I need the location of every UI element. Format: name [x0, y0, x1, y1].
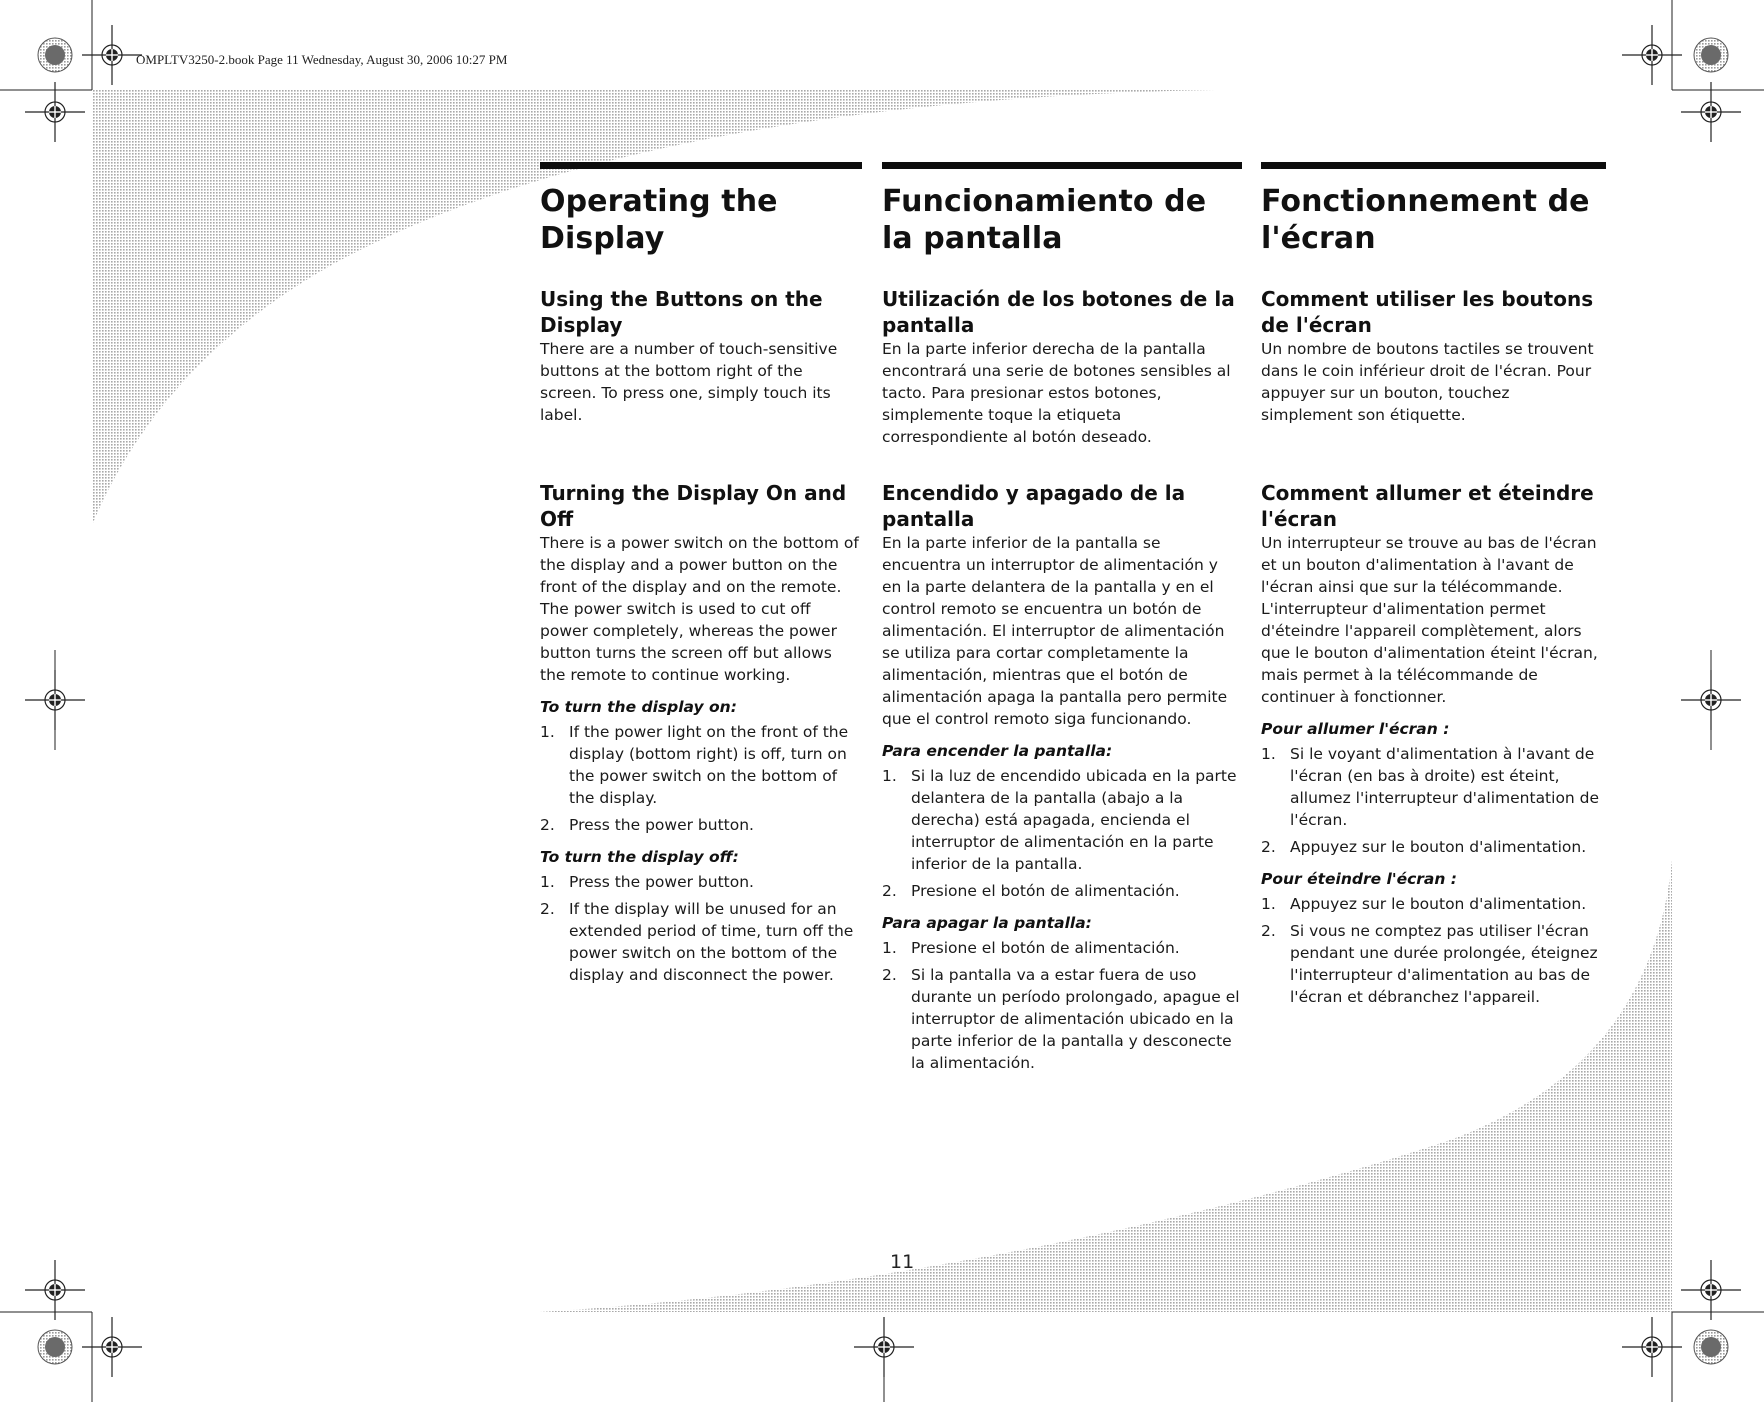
column-english: [540, 162, 862, 984]
section-buttons-en: [540, 286, 862, 426]
step-number: 1.: [1261, 745, 1276, 763]
page-title-en: Operating the Display: [540, 184, 778, 256]
page-title-es: Funcionamiento de la pantalla: [882, 184, 1207, 256]
section-heading: Using the Buttons on the Display: [540, 287, 823, 337]
step-number: 2.: [540, 900, 555, 918]
section-body: Un nombre de boutons tactiles se trouvent dans le coin inférieur droit de l'écran. Pour appuyer sur un bouton, touchez simplement son étiquette.: [1261, 340, 1594, 424]
steps-turn-on: [882, 765, 1242, 902]
subheading-turn-on: Pour allumer l'écran :: [1261, 720, 1450, 738]
step-text: Si la pantalla va a estar fuera de uso durante un período prolongado, apague el interruptor de alimentación ubicado en la parte inferior de la pantalla y desconecte la alimentación.: [911, 966, 1240, 1072]
step-number: 2.: [882, 966, 897, 984]
title-rule: [540, 162, 862, 169]
subheading-turn-off: Pour éteindre l'écran :: [1261, 870, 1458, 888]
step-text: Si la luz de encendido ubicada en la parte delantera de la pantalla (abajo a la derecha) está apagada, encienda el interruptor de alimentación en la parte inferior de la pantalla.: [911, 767, 1237, 873]
list-item: [540, 721, 862, 809]
subheading-turn-on: To turn the display on:: [540, 698, 737, 716]
step-number: 2.: [882, 882, 897, 900]
step-number: 2.: [1261, 838, 1276, 856]
section-buttons-fr: [1261, 286, 1606, 426]
section-heading: Turning the Display On and Off: [540, 481, 847, 531]
step-number: 1.: [882, 767, 897, 785]
section-heading: Encendido y apagado de la pantalla: [882, 481, 1186, 531]
list-item: [882, 964, 1242, 1074]
step-text: If the power light on the front of the display (bottom right) is off, turn on the power switch on the bottom of the display.: [569, 723, 849, 807]
list-item: [882, 765, 1242, 875]
section-power-fr: [1261, 480, 1606, 1013]
column-french: [1261, 162, 1606, 1006]
step-number: 1.: [540, 723, 555, 741]
subheading-turn-off: Para apagar la pantalla:: [882, 914, 1092, 932]
step-number: 2.: [1261, 922, 1276, 940]
step-number: 2.: [540, 816, 555, 834]
subheading-turn-off: To turn the display off:: [540, 848, 739, 866]
list-item: [1261, 893, 1606, 915]
page-number: 11: [890, 1251, 915, 1273]
page-title-fr: Fonctionnement de l'écran: [1261, 184, 1590, 256]
step-number: 1.: [1261, 895, 1276, 913]
step-text: Appuyez sur le bouton d'alimentation.: [1290, 895, 1587, 913]
step-text: If the display will be unused for an extended period of time, turn off the power switch on the bottom of the display and disconnect the power.: [569, 900, 854, 984]
section-heading: Comment utiliser les boutons de l'écran: [1261, 287, 1594, 337]
steps-turn-off: [1261, 893, 1606, 1008]
list-item: [1261, 836, 1606, 858]
title-rule: [1261, 162, 1606, 169]
step-text: Si le voyant d'alimentation à l'avant de l'écran (en bas à droite) est éteint, allumez l'interrupteur d'alimentation de l'écran.: [1290, 745, 1600, 829]
section-body: En la parte inferior de la pantalla se encuentra un interruptor de alimentación y en la parte delantera de la pantalla y en el control remoto se encuentra un botón de alimentación. El interruptor de alimentación se utiliza para cortar completamente la alimentación, mientras que el botón de alimentación apaga la pantalla pero permite que el control remoto siga funcionando.: [882, 534, 1228, 728]
print-file-info: OMPLTV3250-2.book Page 11 Wednesday, August 30, 2006 10:27 PM: [136, 52, 508, 67]
list-item: [540, 814, 862, 836]
list-item: [540, 898, 862, 986]
step-text: Press the power button.: [569, 873, 754, 891]
list-item: [882, 937, 1242, 959]
step-text: Presione el botón de alimentación.: [911, 939, 1180, 957]
column-spanish: [882, 162, 1242, 1072]
section-body: Un interrupteur se trouve au bas de l'écran et un bouton d'alimentation à l'avant de l'écran ainsi que sur la télécommande. L'interrupteur d'alimentation permet d'éteindre l'appareil complètement, alors que le bouton d'alimentation éteint l'écran, mais permet à la télécommande de continuer à fonctionner.: [1261, 534, 1598, 706]
title-rule: [882, 162, 1242, 169]
section-body: There is a power switch on the bottom of the display and a power button on the front of the display and on the remote. The power switch is used to cut off power completely, whereas the power button turns the screen off but allows the remote to continue working.: [540, 534, 859, 684]
step-text: Presione el botón de alimentación.: [911, 882, 1180, 900]
step-text: Si vous ne comptez pas utiliser l'écran pendant une durée prolongée, éteignez l'interrupteur d'alimentation au bas de l'écran et débranchez l'appareil.: [1290, 922, 1598, 1006]
step-number: 1.: [540, 873, 555, 891]
list-item: [882, 880, 1242, 902]
list-item: [540, 871, 862, 893]
step-text: Press the power button.: [569, 816, 754, 834]
list-item: [1261, 743, 1606, 831]
section-power-en: [540, 480, 862, 991]
steps-turn-on: [1261, 743, 1606, 858]
step-text: Appuyez sur le bouton d'alimentation.: [1290, 838, 1587, 856]
steps-turn-on: [540, 721, 862, 836]
section-heading: Comment allumer et éteindre l'écran: [1261, 481, 1594, 531]
section-buttons-es: [882, 286, 1242, 448]
section-heading: Utilización de los botones de la pantalla: [882, 287, 1235, 337]
subheading-turn-on: Para encender la pantalla:: [882, 742, 1113, 760]
steps-turn-off: [882, 937, 1242, 1074]
list-item: [1261, 920, 1606, 1008]
section-body: There are a number of touch-sensitive buttons at the bottom right of the screen. To press one, simply touch its label.: [540, 340, 838, 424]
section-body: En la parte inferior derecha de la pantalla encontrará una serie de botones sensibles al tacto. Para presionar estos botones, simplemente toque la etiqueta correspondiente al botón deseado.: [882, 340, 1231, 446]
steps-turn-off: [540, 871, 862, 986]
step-number: 1.: [882, 939, 897, 957]
section-power-es: [882, 480, 1242, 1079]
